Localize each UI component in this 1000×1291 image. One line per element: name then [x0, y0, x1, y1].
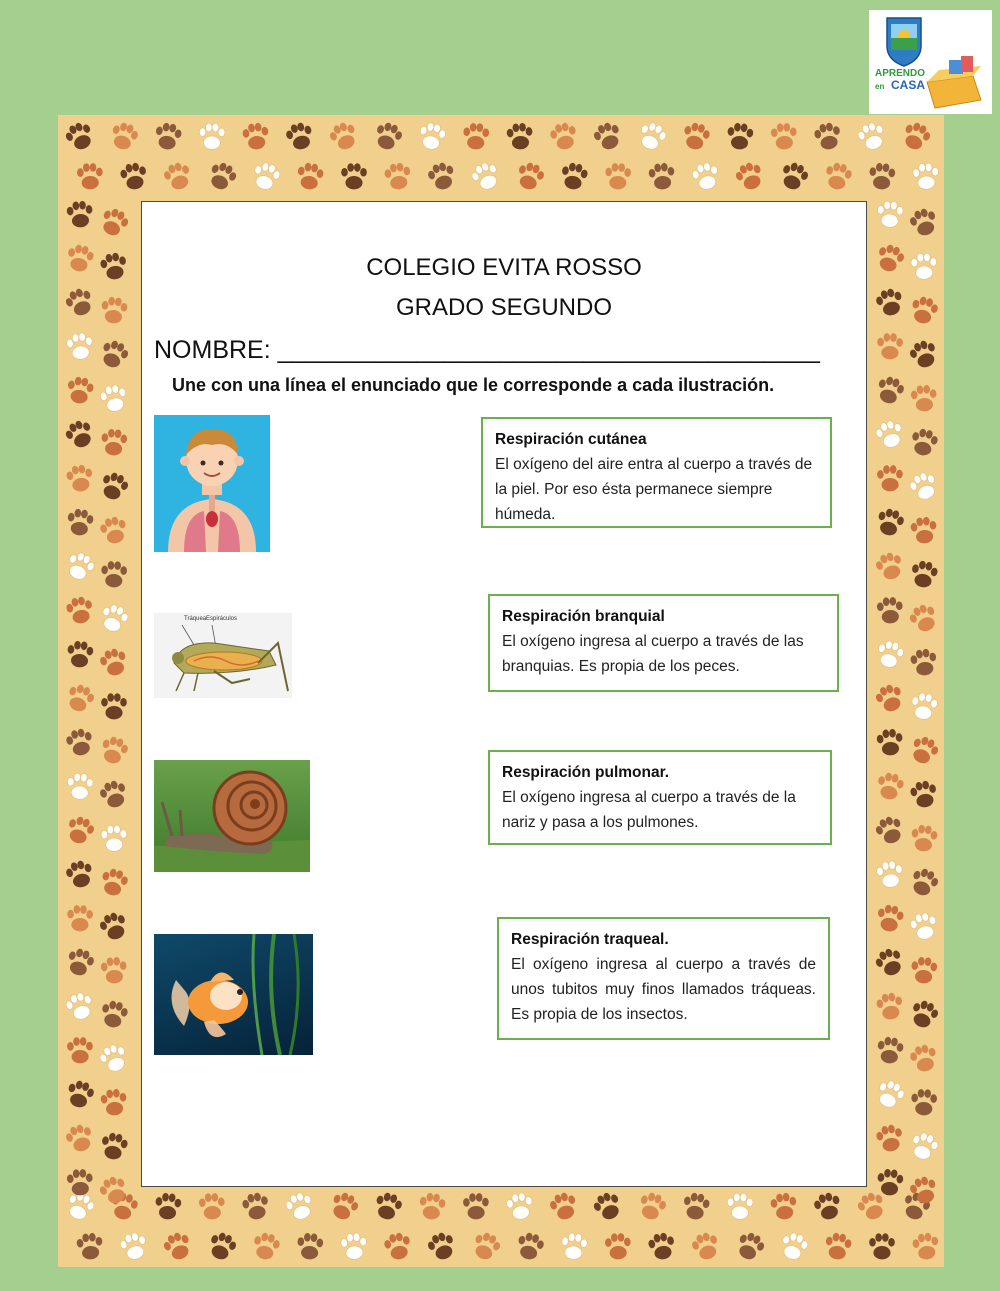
paw-print-icon [907, 733, 941, 767]
name-field[interactable] [154, 336, 820, 365]
paw-print-icon [778, 160, 811, 193]
paw-print-icon [98, 602, 130, 635]
paw-print-icon [681, 121, 712, 152]
paw-print-icon [463, 1193, 489, 1220]
paw-print-icon [99, 999, 130, 1030]
paw-print-icon [118, 1231, 149, 1263]
paw-print-icon [66, 200, 94, 228]
paw-print-icon [100, 1088, 128, 1117]
paw-print-icon [64, 1078, 96, 1110]
card-body: El oxígeno ingresa al cuerpo a través de las branquias. Es propia de los peces. [502, 633, 804, 675]
card-body: El oxígeno ingresa al cuerpo a través de la nariz y pasa a los pulmones. [502, 789, 796, 831]
card-body: El oxígeno del aire entra al cuerpo a través de la piel. Por eso ésta permanece siempre húmeda. [495, 456, 813, 523]
paw-print-icon [726, 122, 754, 150]
paw-print-icon [341, 163, 367, 189]
paw-print-icon [908, 1043, 939, 1075]
paw-print-icon [812, 1190, 844, 1222]
paw-print-icon [100, 428, 127, 456]
paw-print-icon [63, 1122, 96, 1155]
paw-print-icon [506, 122, 534, 150]
paw-print-icon [907, 601, 941, 635]
paw-print-icon [65, 375, 94, 405]
paw-print-icon [908, 1130, 940, 1163]
paw-print-icon [98, 646, 130, 678]
paw-print-icon [909, 295, 940, 327]
logo-text-en: en [875, 82, 885, 91]
paw-print-icon [161, 1229, 195, 1263]
paw-print-icon [910, 516, 938, 545]
paw-print-icon [469, 159, 503, 193]
paw-print-icon [873, 1077, 907, 1111]
paw-print-icon [67, 1037, 93, 1064]
paw-print-icon [770, 123, 797, 150]
paw-print-icon [340, 1232, 367, 1260]
paw-print-icon [877, 201, 904, 228]
paw-print-icon [591, 120, 624, 154]
paw-print-icon [154, 1192, 182, 1220]
paw-print-icon [874, 418, 906, 450]
paw-print-icon [873, 945, 907, 980]
paw-print-icon [296, 1232, 323, 1260]
paw-print-icon [907, 469, 941, 503]
paw-print-icon [97, 205, 131, 239]
paw-print-icon [65, 595, 95, 626]
paw-print-icon [242, 122, 271, 151]
paw-print-icon [66, 640, 94, 668]
paw-print-icon [910, 956, 937, 984]
paw-print-icon [425, 1230, 458, 1263]
paw-print-icon [63, 119, 97, 154]
paw-print-icon [875, 1123, 905, 1154]
card-title: Respiración traqueal. [511, 931, 669, 948]
paw-print-icon [909, 911, 940, 942]
paw-print-icon [327, 119, 361, 153]
paw-print-icon [101, 561, 128, 588]
paw-print-icon [64, 727, 95, 758]
paw-print-icon [873, 682, 906, 716]
paw-print-icon [98, 515, 129, 547]
paw-print-icon [99, 867, 130, 899]
paw-print-icon [199, 123, 225, 150]
paw-print-icon [101, 693, 127, 719]
paw-print-icon [418, 1192, 447, 1221]
paw-print-icon [876, 597, 903, 624]
paw-print-icon [559, 161, 589, 191]
paw-print-icon [874, 242, 907, 275]
paw-print-icon [875, 991, 904, 1021]
snail-photo[interactable] [154, 760, 310, 872]
paw-print-icon [108, 120, 140, 152]
paw-print-icon [515, 1231, 546, 1263]
paw-print-icon [66, 508, 95, 537]
paw-print-icon [372, 120, 405, 153]
paw-print-icon [98, 470, 131, 503]
paw-print-icon [770, 1192, 799, 1221]
paw-print-icon [296, 162, 325, 191]
paw-print-icon [65, 243, 95, 274]
paw-print-icon [868, 162, 895, 190]
child-lungs-illustration[interactable] [154, 415, 270, 552]
paw-print-icon [909, 648, 938, 677]
paw-print-icon [469, 1229, 503, 1263]
paw-print-icon [911, 1232, 940, 1261]
paw-print-icon [874, 286, 906, 318]
paw-print-icon [63, 285, 97, 319]
paw-print-icon [778, 1230, 810, 1262]
paw-print-icon [327, 1189, 361, 1223]
paw-print-icon [907, 865, 941, 899]
card-title: Respiración branquial [502, 608, 665, 625]
paw-print-icon [548, 1190, 580, 1222]
paw-print-icon [119, 161, 149, 191]
paw-print-icon [99, 1131, 129, 1161]
paw-print-icon [97, 337, 131, 371]
paw-print-icon [910, 692, 939, 721]
paw-print-icon [876, 860, 905, 889]
trachea-label: Tráquea [184, 616, 207, 622]
paw-print-icon [64, 990, 96, 1022]
paw-print-icon [876, 1036, 905, 1065]
paw-print-icon [560, 1232, 588, 1261]
name-blank[interactable]: _______________________________________ [277, 336, 820, 364]
paw-print-icon [909, 559, 939, 589]
paw-print-icon [63, 417, 97, 452]
paw-print-icon [65, 463, 94, 493]
paw-print-icon [909, 427, 940, 458]
paw-print-icon [636, 120, 669, 154]
paw-print-icon [875, 639, 906, 670]
paw-print-icon [813, 121, 843, 152]
goldfish-photo[interactable] [154, 934, 313, 1055]
paw-print-icon [910, 824, 938, 853]
paw-print-icon [426, 160, 458, 192]
paw-print-icon [97, 1173, 131, 1207]
paw-print-icon [875, 771, 905, 802]
paw-print-icon [733, 1229, 767, 1263]
paw-print-icon [77, 163, 104, 190]
paw-print-icon [383, 162, 412, 191]
paw-print-icon [251, 1231, 282, 1262]
paw-print-icon [908, 206, 940, 239]
paw-print-icon [690, 1230, 722, 1263]
paw-print-icon [605, 1233, 632, 1260]
card-respiracion-branquial[interactable] [488, 594, 839, 692]
paw-print-icon [910, 384, 937, 412]
paw-print-icon [101, 825, 128, 852]
paw-print-icon [63, 549, 97, 583]
card-title: Respiración pulmonar. [502, 764, 670, 781]
paw-print-icon [463, 123, 490, 150]
paw-print-icon [873, 550, 906, 583]
paw-print-icon [99, 251, 129, 281]
paw-print-icon [909, 779, 939, 809]
paw-print-icon [869, 1233, 895, 1259]
paw-print-icon [99, 383, 130, 414]
paw-print-icon [241, 1191, 271, 1222]
school-title: COLEGIO EVITA ROSSO [366, 254, 642, 281]
paw-print-icon [64, 946, 96, 978]
paw-print-icon [727, 1193, 753, 1220]
aprendo-en-casa-logo [869, 10, 992, 114]
paw-print-icon [505, 1191, 534, 1221]
paw-print-icon [283, 1190, 316, 1223]
paw-print-icon [733, 159, 767, 193]
paw-print-icon [908, 1174, 940, 1206]
card-body: El oxígeno ingresa al cuerpo a través de unos tubitos muy finos llamados tráqueas. Es propia de los insectos. [511, 956, 816, 1023]
paw-print-icon [67, 773, 94, 800]
paw-print-icon [876, 728, 904, 756]
grade-title: GRADO SEGUNDO [395, 294, 613, 321]
instruction-text: Une con una línea el enunciado que le corresponde a cada ilustración. [172, 375, 775, 395]
card-respiracion-traqueal[interactable] [497, 917, 830, 1040]
paw-print-icon [206, 1230, 239, 1263]
paw-print-icon [100, 296, 128, 325]
paw-print-icon [76, 1232, 104, 1261]
paw-print-icon [153, 121, 182, 151]
paw-print-icon [874, 506, 906, 538]
paw-print-icon [648, 162, 676, 191]
paw-print-icon [64, 814, 97, 847]
paw-print-icon [875, 903, 904, 933]
paw-print-icon [636, 1190, 668, 1222]
paw-print-icon [548, 121, 579, 152]
paw-print-icon [876, 1168, 904, 1196]
paw-print-icon [97, 1041, 131, 1075]
paw-print-icon [198, 1193, 225, 1220]
paw-print-icon [97, 910, 130, 943]
logo-text-casa: CASA [891, 78, 926, 92]
paw-print-icon [911, 1089, 938, 1116]
paw-print-icon [591, 1189, 625, 1224]
paw-print-icon [690, 161, 721, 193]
card-respiracion-cutanea[interactable] [481, 417, 832, 528]
name-label: NOMBRE: [154, 336, 278, 364]
paw-print-icon [855, 120, 888, 153]
paw-print-icon [66, 1169, 93, 1196]
paw-print-icon [899, 119, 933, 153]
card-title: Respiración cutánea [495, 431, 647, 448]
paw-print-icon [823, 161, 854, 192]
paw-print-icon [284, 120, 316, 152]
paw-print-icon [912, 162, 939, 190]
paw-print-icon [877, 465, 903, 492]
paw-print-icon [681, 1191, 710, 1221]
paw-print-icon [855, 1189, 889, 1223]
paw-print-icon [64, 858, 96, 890]
paw-print-icon [67, 905, 93, 932]
paw-print-icon [647, 1231, 677, 1261]
grasshopper-trachea-diagram[interactable] [154, 613, 292, 698]
paw-print-icon [66, 332, 95, 361]
paw-print-icon [372, 1190, 404, 1222]
paw-print-icon [162, 160, 194, 193]
paw-print-icon [824, 1232, 853, 1261]
paw-print-icon [605, 163, 632, 190]
paw-print-icon [873, 813, 907, 847]
paw-print-icon [908, 998, 941, 1031]
paw-print-icon [98, 778, 130, 811]
paw-print-icon [100, 956, 127, 984]
paw-print-icon [250, 160, 282, 192]
paw-print-icon [907, 338, 940, 371]
paw-print-icon [205, 159, 239, 193]
card-respiracion-pulmonar[interactable] [488, 750, 832, 845]
paw-print-icon [514, 160, 546, 193]
paw-print-icon [98, 734, 130, 766]
logo-text-aprendo: APRENDO [875, 68, 926, 79]
paw-print-icon [64, 682, 97, 716]
paw-print-icon [877, 333, 903, 360]
paw-print-icon [911, 253, 938, 280]
paw-print-icon [874, 374, 906, 406]
paw-print-icon [417, 121, 447, 152]
paw-print-icon [383, 1231, 414, 1262]
spiracles-label: Espiráculos [206, 616, 238, 622]
